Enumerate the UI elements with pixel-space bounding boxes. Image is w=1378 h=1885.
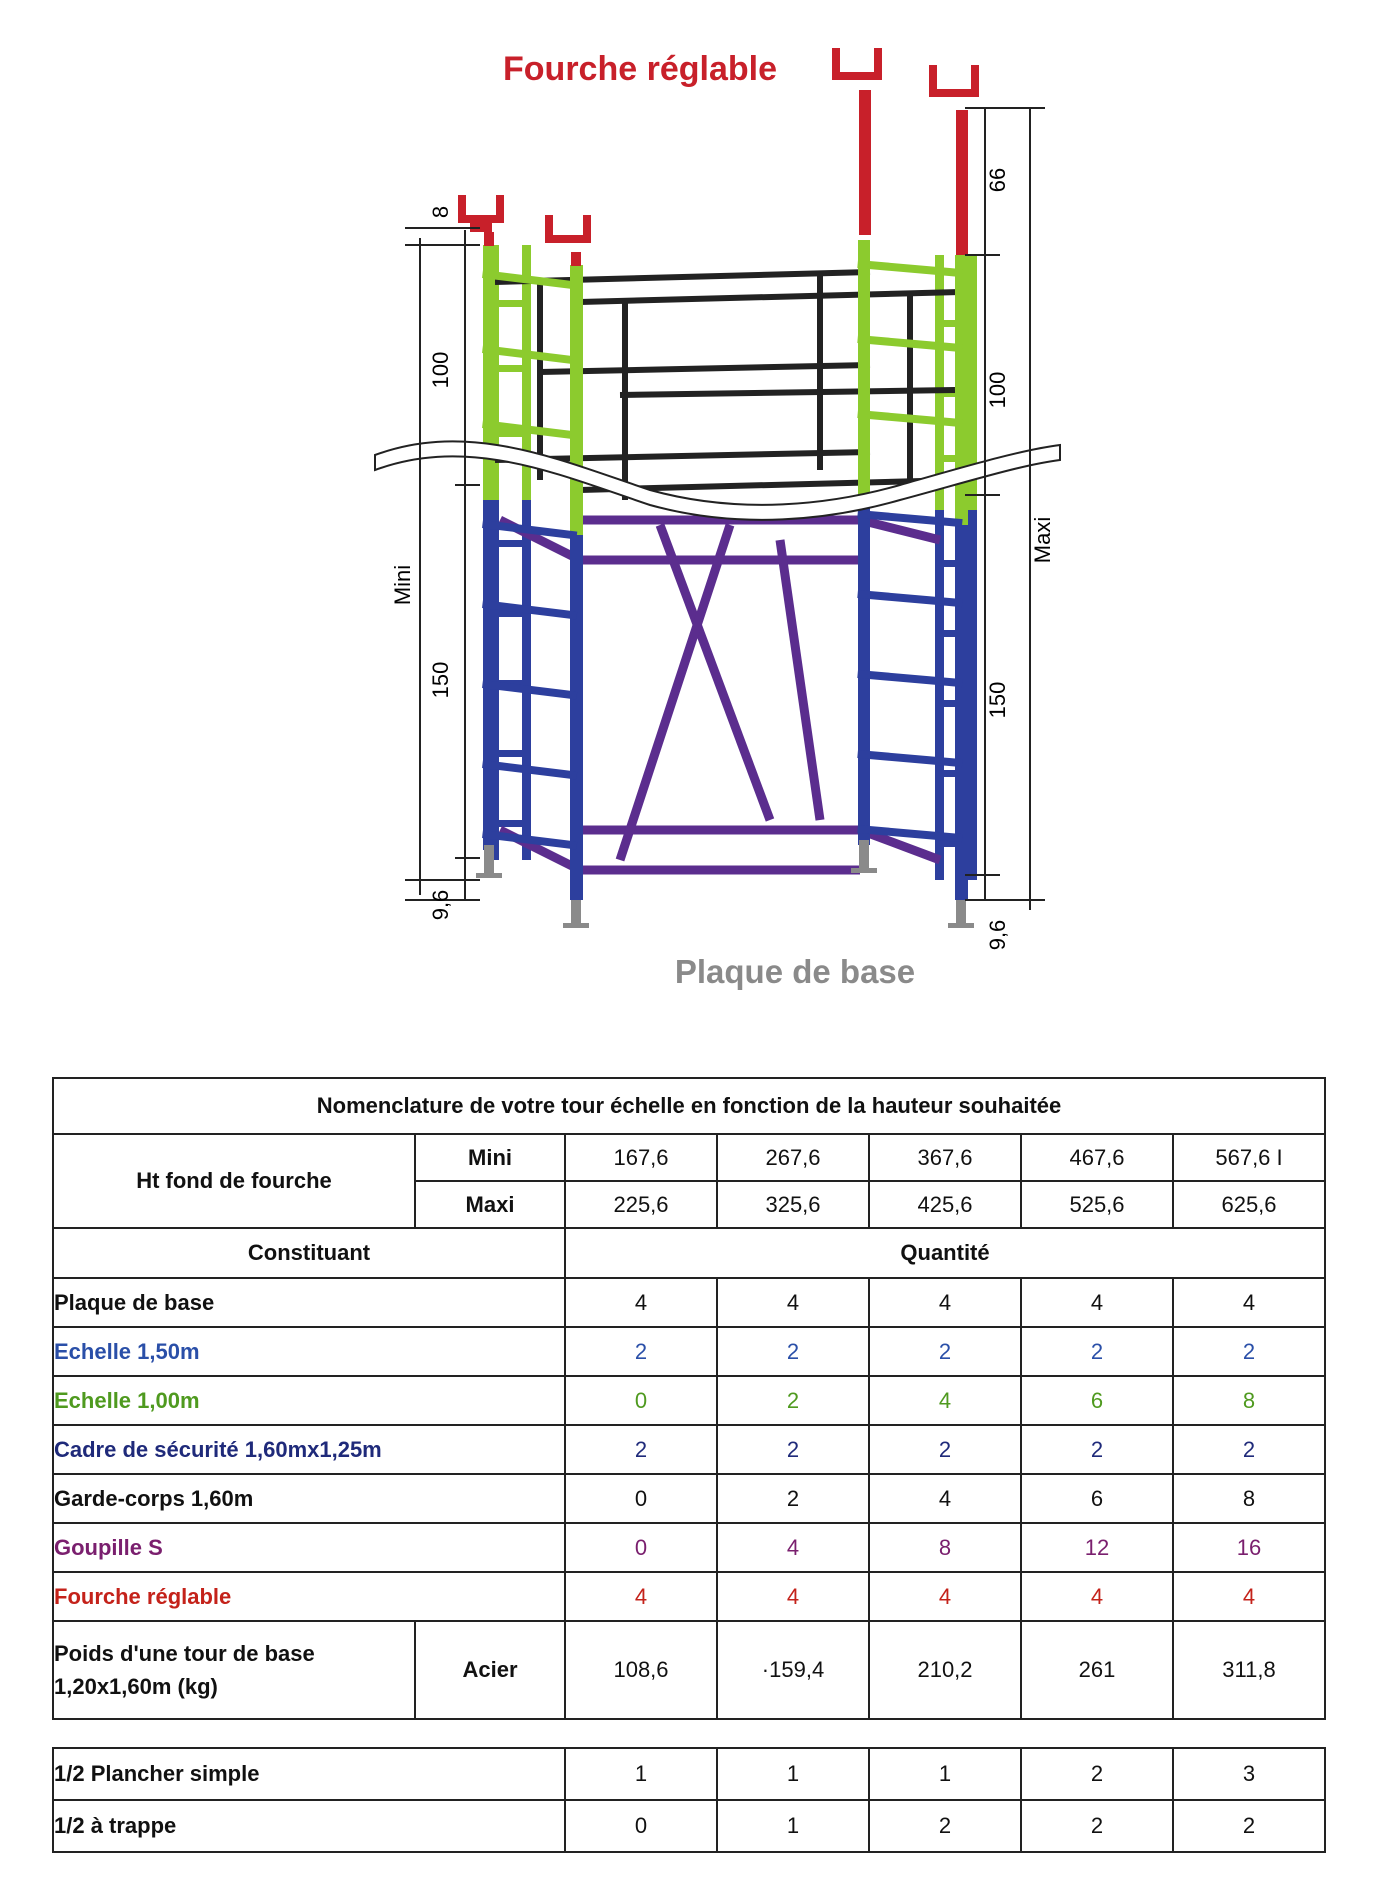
dim-mini: Mini [390,564,415,606]
dim-9-6-right: 9,6 [985,919,1010,951]
qty-cell: 2 [717,1474,869,1523]
qty-cell: 2 [1021,1327,1173,1376]
mini-value: 567,6 I [1173,1134,1325,1181]
acier-label: Acier [415,1621,565,1719]
mini-value: 367,6 [869,1134,1021,1181]
poids-cell: 108,6 [565,1621,717,1719]
table-row [53,1572,1325,1621]
maxi-value: 425,6 [869,1181,1021,1228]
poids-label [53,1621,415,1719]
qty-cell: 4 [1021,1278,1173,1327]
row-label-fourche: Fourche réglable [53,1572,565,1621]
qty-cell: 4 [717,1572,869,1621]
title-plaque-de-base: Plaque de base [674,953,916,990]
table-row [53,1523,1325,1572]
table-row [53,1327,1325,1376]
qty-cell: 2 [1173,1327,1325,1376]
table-row [53,1748,1325,1800]
poids-label-line-2: 1,20x1,60m (kg) [54,1674,218,1699]
ht-fond-de-fourche-label: Ht fond de fourche [53,1134,415,1228]
qty-cell: 3 [1173,1748,1325,1800]
qty-cell: 2 [1173,1800,1325,1852]
qty-cell: 4 [565,1572,717,1621]
qty-cell: 8 [869,1523,1021,1572]
mini-value: 167,6 [565,1134,717,1181]
qty-cell: 4 [1173,1572,1325,1621]
maxi-value: 625,6 [1173,1181,1325,1228]
qty-cell: 2 [869,1327,1021,1376]
qty-cell: 2 [1021,1800,1173,1852]
mini-value: 267,6 [717,1134,869,1181]
table-title: Nomenclature de votre tour échelle en fonction de la hauteur souhaitée [53,1078,1325,1134]
qty-cell: 6 [1021,1474,1173,1523]
maxi-value: 525,6 [1021,1181,1173,1228]
title-fourche-reglable: Fourche réglable [503,50,777,88]
table-row [53,1376,1325,1425]
qty-cell: 0 [565,1523,717,1572]
qty-cell: 2 [869,1800,1021,1852]
qty-cell: 16 [1173,1523,1325,1572]
qty-cell: 2 [717,1327,869,1376]
dim-maxi: Maxi [1030,516,1055,564]
qty-cell: 4 [1021,1572,1173,1621]
quantite-header: Quantité [565,1228,1325,1278]
qty-cell: 1 [565,1748,717,1800]
dim-66: 66 [985,167,1010,193]
row-label-cadre: Cadre de sécurité 1,60mx1,25m [53,1425,565,1474]
poids-cell: 311,8 [1173,1621,1325,1719]
mini-label: Mini [415,1134,565,1181]
dim-100-left: 100 [428,351,453,389]
qty-cell: 4 [869,1376,1021,1425]
qty-cell: 2 [565,1327,717,1376]
qty-cell: 2 [1173,1425,1325,1474]
poids-cell: ·159,4 [717,1621,869,1719]
qty-cell: 0 [565,1376,717,1425]
dim-150-right: 150 [985,681,1010,719]
qty-cell: 4 [1173,1278,1325,1327]
table-row [53,1474,1325,1523]
row-label-garde-corps: Garde-corps 1,60m [53,1474,565,1523]
plancher-table [52,1747,1326,1853]
qty-cell: 1 [717,1748,869,1800]
dim-150-left: 150 [428,661,453,699]
table-row [53,1425,1325,1474]
qty-cell: 1 [869,1748,1021,1800]
qty-cell: 12 [1021,1523,1173,1572]
dim-100-right: 100 [985,371,1010,409]
qty-cell: 2 [565,1425,717,1474]
echelle-150-back-left [490,500,531,860]
row-label-plaque: Plaque de base [53,1278,565,1327]
qty-cell: 4 [717,1523,869,1572]
maxi-value: 225,6 [565,1181,717,1228]
row-label-plancher-simple: 1/2 Plancher simple [53,1748,565,1800]
poids-cell: 261 [1021,1621,1173,1719]
table-row [53,1278,1325,1327]
qty-cell: 2 [717,1376,869,1425]
row-label-echelle-150: Echelle 1,50m [53,1327,565,1376]
qty-cell: 2 [869,1425,1021,1474]
qty-cell: 8 [1173,1474,1325,1523]
dim-8: 8 [428,205,453,219]
mini-value: 467,6 [1021,1134,1173,1181]
qty-cell: 4 [717,1278,869,1327]
table-row [53,1800,1325,1852]
qty-cell: 6 [1021,1376,1173,1425]
table-row [53,1621,1325,1719]
constituant-header: Constituant [53,1228,565,1278]
row-label-echelle-100: Echelle 1,00m [53,1376,565,1425]
qty-cell: 4 [869,1572,1021,1621]
qty-cell: 2 [1021,1748,1173,1800]
dimension-lines-left [405,228,480,900]
poids-label-line-1: Poids d'une tour de base [54,1641,315,1666]
nomenclature-table [52,1077,1326,1720]
qty-cell: 1 [717,1800,869,1852]
qty-cell: 4 [869,1474,1021,1523]
maxi-label: Maxi [415,1181,565,1228]
row-label-goupille: Goupille S [53,1523,565,1572]
qty-cell: 4 [565,1278,717,1327]
qty-cell: 2 [717,1425,869,1474]
qty-cell: 4 [869,1278,1021,1327]
maxi-value: 325,6 [717,1181,869,1228]
dim-9-6-left: 9,6 [428,889,453,921]
row-label-a-trappe: 1/2 à trappe [53,1800,565,1852]
qty-cell: 8 [1173,1376,1325,1425]
qty-cell: 2 [1021,1425,1173,1474]
qty-cell: 0 [565,1800,717,1852]
qty-cell: 0 [565,1474,717,1523]
poids-cell: 210,2 [869,1621,1021,1719]
